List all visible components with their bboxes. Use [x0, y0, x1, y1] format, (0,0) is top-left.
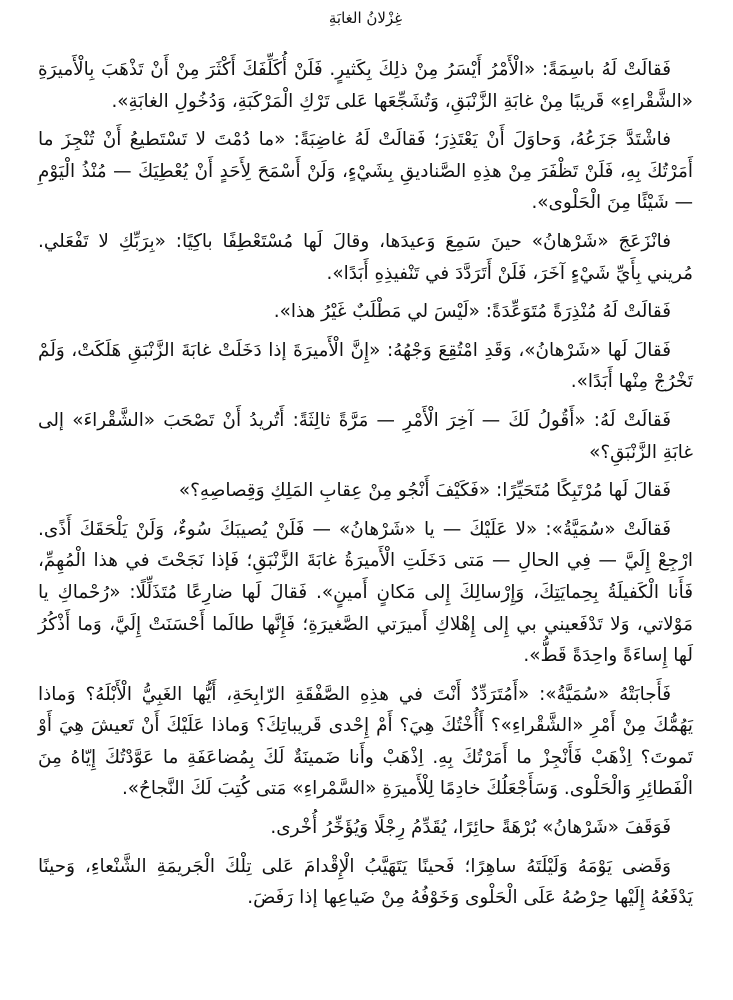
paragraph: فَقالَتْ لَهُ: «أَقُولُ لَكَ — آخِرَ الْأَمْرِ — مَرَّةً ثالِثَةً: أَتُريدُ أَنْ تَصْحَبَ «الشَّقْراءَ» إلى غابَةِ الزَّنْبَقِ؟» [38, 409, 693, 463]
paragraph: فَوَقَفَ «شَرْهانُ» بُرْهَةً حائِرًا، يُقَدِّمُ رِجْلًا وَيُؤَخِّرُ أُخْرى. [270, 817, 671, 839]
paragraph: فَقالَتْ «سُمَيَّةُ»: «لا عَلَيْكَ — يا «شَرْهانُ» — فَلَنْ يُصيبَكَ سُوءٌ، وَلَنْ يَلْحَقَكَ أَذًى. ارْجِعْ إِلَيَّ — فِي الحالِ — مَتى دَخَلَتِ الْأَميرَةُ غابَةَ الزَّنْبَقِ؛ فَإذا نَجَحْتَ في هذا الْمُهِمِّ، فَأَنا الْكَفيلَةُ بِحِمايَتِكَ، وَإِرْسالِكَ إِلى مَكانٍ أَمينٍ». فَقالَ لَها ضارِعًا مُتَذَلِّلًا: «رُحْماكِ يا مَوْلاتي، وَلا تَدْفَعيني بي إِلى إِهْلاكِ أَميرَتي الصَّغيرَةِ؛ فَإِنَّها طالَما أَحْسَنَتْ إِلَيَّ، وَما أَذْكُرُ لَها إِساءَةً واحِدَةً قَطُّ». [38, 518, 693, 667]
body-text [38, 54, 693, 914]
paragraph: فَقالَ لَها مُرْتَبِكًا مُتَحَيِّرًا: «فَكَيْفَ أَنْجُو مِنْ عِقابِ المَلِكِ وَقِصاصِهِ؟» [178, 480, 671, 502]
paragraph: فَأَجابَتْهُ «سُمَيَّةُ»: «أَمُتَرَدِّدٌ أَنْتَ في هذِهِ الصَّفْقَةِ الرّابِحَةِ، أَيُّها الغَبِيُّ الْأَبْلَهُ؟ وَماذا يَهُمُّكَ مِنْ أَمْرِ «الشَّقْراءِ»؟ أَأُخْتُكَ هِيَ؟ أَمْ إِحْدى قَريباتِكَ؟ وَماذا عَلَيْكَ أَنْ تَعيشَ هِيَ أَوْ تَموتَ؟ اِذْهَبْ فَأَنْجِزْ ما أَمَرْتُكَ بِهِ. اِذْهَبْ وأَنا ضَمينَةٌ لَكَ بِمُضاعَفَةِ ما عَوَّدْتُكَ إِيّاهُ مِنَ الْفَطائِرِ وَالْحَلْوى. وَسَأَجْعَلُكَ خادِمًا لِلْأَميرَةِ «السَّمْراءِ» مَتى كُتِبَ لَكَ النَّجاحُ». [38, 683, 693, 800]
paragraph: فَقالَ لَها «شَرْهانُ»، وَقَدِ امْتُقِعَ وَجْهُهُ: «إِنَّ الْأَميرَةَ إذا دَخَلَتْ غابَةَ الزَّنْبَقِ هَلَكَتْ، وَلَمْ تَخْرُجْ مِنْها أَبَدًا». [38, 339, 693, 393]
paragraph: فاشْتَدَّ جَزَعُهُ، وَحاوَلَ أَنْ يَعْتَذِرَ؛ فَقالَتْ لَهُ غاضِبَةً: «ما دُمْتَ لا تَسْتَطيعُ أَنْ تُنْجِزَ ما أَمَرْتُكَ بِهِ، فَلَنْ تَظْفَرَ مِنْ هذِهِ الصَّناديقِ بِشَيْءٍ، وَلَنْ أَسْمَحَ لِأَحَدٍ أَنْ يُعْطِيَكَ — مُنْذُ الْيَوْمِ — شَيْئًا مِنَ الْحَلْوى». [38, 129, 693, 214]
running-head-title: غِزْلانُ الغابَةِ [328, 9, 403, 27]
paragraph: فانْزَعَجَ «شَرْهانُ» حينَ سَمِعَ وَعيدَها، وقالَ لَها مُسْتَعْطِفًا باكِيًا: «بِرَبِّكِ لا تَفْعَلي. مُريني بِأَيِّ شَيْءٍ آخَرَ، فَلَنْ أَتَرَدَّدَ في تَنْفيذِهِ أَبَدًا». [38, 230, 693, 284]
paragraph: فَقالَتْ لَهُ باسِمَةً: «الْأَمْرُ أَيْسَرُ مِنْ ذلِكَ بِكَثيرٍ. فَلَنْ أُكَلِّفَكَ أَكْثَرَ مِنْ أَنْ تَذْهَبَ بِالْأَميرَةِ «الشَّقْراءِ» قَريبًا مِنْ غابَةِ الزَّنْبَقِ، وَتُشَجِّعَها عَلى تَرْكِ الْمَرْكَبَةِ، وَدُخُولِ الغابَةِ». [38, 59, 693, 112]
paragraph: فَقالَتْ لَهُ مُنْذِرَةً مُتَوَعِّدَةً: «لَيْسَ لي مَطْلَبٌ غَيْرُ هذا». [273, 301, 671, 323]
paragraph: وَقَضى يَوْمَهُ وَلَيْلَتَهُ ساهِرًا؛ فَحينًا يَتَهَيَّبُ الْإِقْدامَ عَلى تِلْكَ الْجَريمَةِ الشَّنْعاءِ، وَحينًا يَدْفَعُهُ إِلَيْها حِرْصُهُ عَلَى الْحَلْوى وَخَوْفُهُ مِنْ ضَياعِها إذا رَفَضَ. [38, 855, 693, 909]
